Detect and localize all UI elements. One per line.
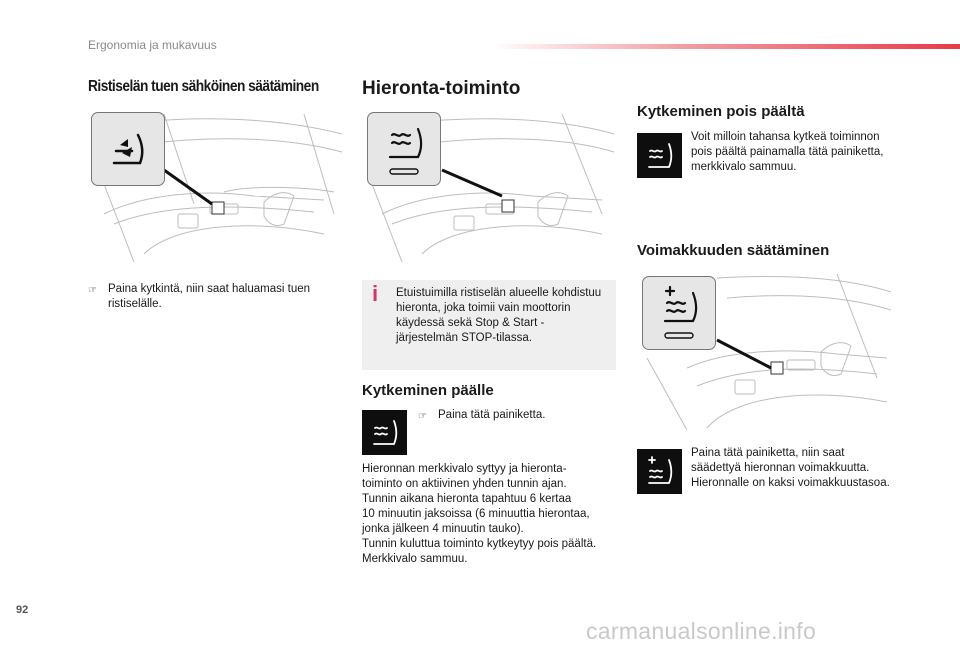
switch-off-text: Voit milloin tahansa kytkeä toiminnon pois päältä painamalla tätä painiketta, merkkivalo sammuu.: [691, 131, 884, 173]
lumbar-button-callout: [91, 112, 165, 186]
switch-on-title: Kytkeminen päälle: [362, 382, 494, 399]
lumbar-seat-illustration: [84, 104, 344, 264]
text-line: 10 minuutin jaksoissa (6 minuuttia hierontaa,: [362, 508, 590, 520]
text-line: Merkkivalo sammuu.: [362, 553, 468, 565]
intensity-button-callout: [642, 276, 716, 350]
text-line: Tunnin kuluttua toiminto kytkeytyy pois päältä.: [362, 538, 597, 550]
text-line: Hieronnan merkkivalo syttyy ja hieronta-: [362, 463, 567, 475]
lumbar-support-icon: [92, 113, 164, 185]
lumbar-bullet: [88, 282, 338, 312]
intensity-text: Paina tätä painiketta, niin saat säädettyä hieronnan voimakkuutta. Hieronnalle on kaksi voimakkuustasoa.: [691, 447, 890, 489]
seat-massage-intensity-icon: [643, 277, 715, 349]
seat-massage-icon: [362, 410, 407, 455]
info-icon: i: [372, 281, 379, 306]
massage-seat-illustration: [362, 104, 616, 264]
watermark: carmanualsonline.info: [586, 618, 817, 644]
massage-button-callout: [367, 112, 441, 186]
massage-button-icon-box: [362, 410, 407, 455]
intensity-seat-illustration: [637, 268, 893, 433]
pointing-finger-icon: ☞: [88, 285, 97, 296]
switch-on-description: [362, 462, 624, 567]
switch-off-title: Kytkeminen pois päältä: [637, 103, 805, 120]
seat-massage-icon: [368, 113, 440, 185]
seat-massage-icon: [637, 133, 682, 178]
lumbar-section-title: Ristiselän tuen sähköinen säätäminen: [88, 78, 319, 95]
lumbar-bullet-text: Paina kytkintä, niin saat haluamasi tuen ristiselälle.: [108, 283, 311, 310]
intensity-title: Voimakkuuden säätäminen: [637, 242, 830, 259]
switch-on-bullet: [418, 408, 618, 423]
seat-massage-intensity-icon: [637, 449, 682, 494]
pointing-finger-icon: ☞: [418, 411, 427, 422]
info-box: [362, 280, 616, 370]
text-line: jonka jälkeen 4 minuutin tauko).: [362, 523, 524, 535]
page-number: 92: [16, 604, 29, 616]
text-line: Tunnin aikana hieronta tapahtuu 6 kertaa: [362, 493, 572, 505]
text-line: toiminto on aktiivinen yhden tunnin ajan.: [362, 478, 567, 490]
massage-off-icon-box: [637, 133, 682, 178]
massage-section-title: Hieronta-toiminto: [362, 78, 521, 99]
info-text: Etuistuimilla ristiselän alueelle kohdistuu hieronta, joka toimii vain moottorin käydessä sekä Stop & Start -järjestelmän STOP-tilassa.: [396, 287, 602, 344]
switch-on-bullet-text: Paina tätä painiketta.: [438, 409, 546, 421]
section-header: Ergonomia ja mukavuus: [88, 38, 217, 52]
intensity-icon-box: [637, 449, 682, 494]
header-accent-bar: [490, 44, 960, 49]
